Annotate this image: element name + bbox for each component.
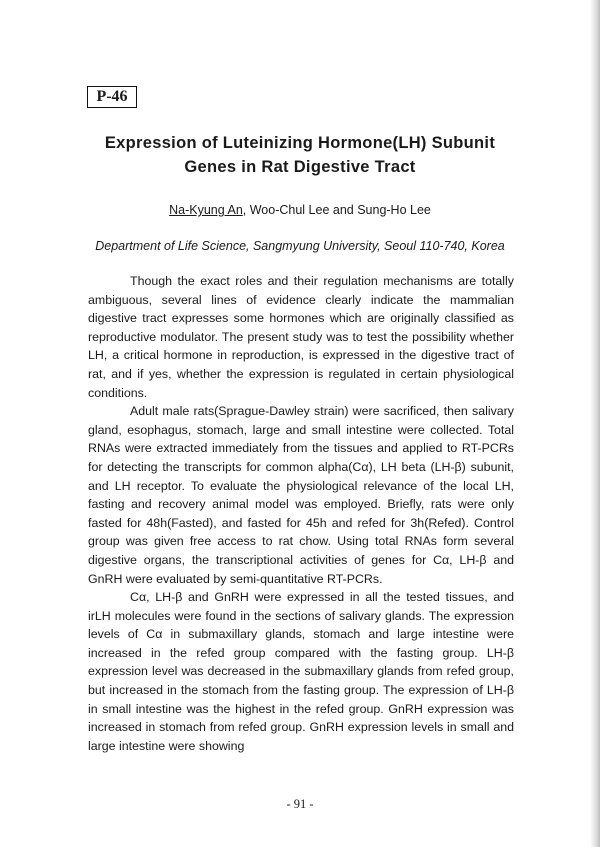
abstract-paragraph-3: Cα, LH-β and GnRH were expressed in all the tested tissues, and irLH molecules were found in the sections of salivary glands. The expression levels of Cα in submaxillary glands, stomach and large intestine were increased in the refed group compared with the fasting group. LH-β expression level was decreased in the submaxillary glands from refed group, but increased in the stomach from the fasting group. The expression of LH-β in small intestine was the highest in the refed group. GnRH expression was increased in stomach from refed group. GnRH expression levels in small and large intestine were showing xyxy=(88,590,514,753)
co-authors: , Woo-Chul Lee and Sung-Ho Lee xyxy=(242,203,431,217)
page-number: - 91 - xyxy=(286,797,314,811)
title-line-2: Genes in Rat Digestive Tract xyxy=(184,158,416,176)
poster-number-badge: P-46 xyxy=(87,86,137,108)
author-list xyxy=(60,203,540,217)
affiliation: Department of Life Science, Sangmyung University, Seoul 110-740, Korea xyxy=(95,239,505,253)
title-line-1: Expression of Luteinizing Hormone(LH) Subunit xyxy=(104,134,496,152)
abstract-body xyxy=(88,272,514,755)
presenting-author: Na-Kyung An xyxy=(169,203,243,217)
page-edge-shadow xyxy=(590,0,600,847)
abstract-paragraph-2: Adult male rats(Sprague-Dawley strain) were sacrificed, then salivary gland, esophagus, stomach, large and small intestine were collected. Total RNAs were extracted immediately from the tissues and applied to RT-PCRs for detecting the transcripts for common alpha(Cα), LH beta (LH-β) subunit, and LH receptor. To evaluate the physiological relevance of the local LH, fasting and recovery animal model was employed. Briefly, rats were only fasted for 48h(Fasted), and fasted for 45h and refed for 3h(Refed). Control group was given free access to rat chow. Using total RNAs form several digestive organs, the transcriptional activities of genes for Cα, LH-β and GnRH were evaluated by semi-quantitative RT-PCRs. xyxy=(88,404,514,586)
abstract-paragraph-1: Though the exact roles and their regulation mechanisms are totally ambiguous, several lines of evidence clearly indicate the mammalian digestive tract expresses some hormones which are originally classified as reproductive modulator. The present study was to test the possibility whether LH, a critical hormone in reproduction, is expressed in the digestive tract of rat, and if yes, whether the expression is regulated in certain physiological conditions. xyxy=(88,274,514,400)
